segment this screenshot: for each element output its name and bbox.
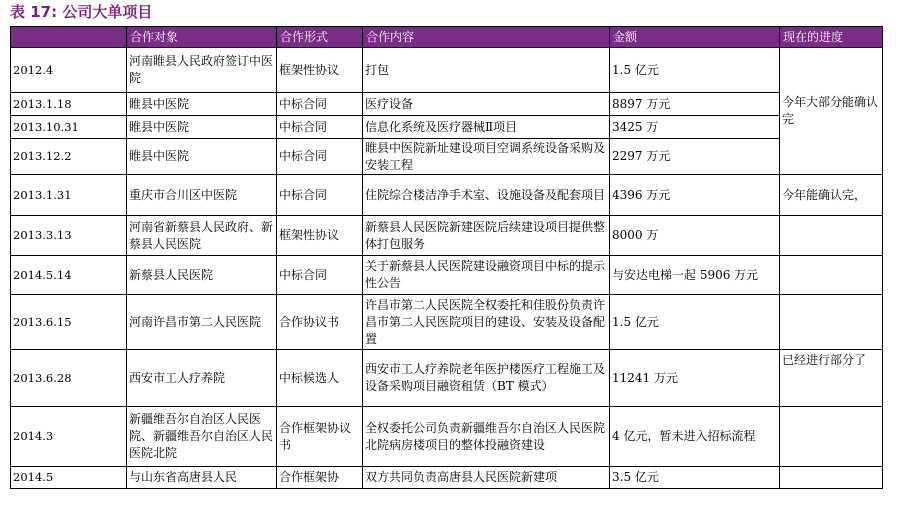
cell-date: 2013.10.31 bbox=[11, 116, 127, 139]
cell-amount: 2297 万元 bbox=[610, 139, 780, 175]
cell-progress: 今年能确认完， bbox=[780, 175, 883, 216]
cell-form: 框架性协议 bbox=[277, 216, 363, 256]
cell-date: 2014.5.14 bbox=[11, 256, 127, 295]
header-amount: 金额 bbox=[610, 27, 780, 48]
table-row bbox=[11, 48, 883, 93]
cell-amount: 11241 万元 bbox=[610, 350, 780, 407]
cell-form: 中标合同 bbox=[277, 256, 363, 295]
header-date bbox=[11, 27, 127, 48]
header-partner: 合作对象 bbox=[127, 27, 277, 48]
header-progress: 现在的进度 bbox=[780, 27, 883, 48]
cell-content: 医疗设备 bbox=[363, 93, 610, 116]
table-row bbox=[11, 216, 883, 256]
cell-content: 全权委托公司负责新疆维吾尔自治区人民医院北院病房楼项目的整体投融资建设 bbox=[363, 407, 610, 467]
cell-amount: 3425 万 bbox=[610, 116, 780, 139]
cell-date: 2014.3 bbox=[11, 407, 127, 467]
cell-progress: 已经进行部分了 bbox=[780, 350, 883, 407]
cell-partner: 河南省新蔡县人民政府、新蔡县人民医院 bbox=[127, 216, 277, 256]
table-row bbox=[11, 350, 883, 407]
cell-form: 中标合同 bbox=[277, 175, 363, 216]
table-row bbox=[11, 407, 883, 467]
cell-date: 2013.1.31 bbox=[11, 175, 127, 216]
cell-form: 中标候选人 bbox=[277, 350, 363, 407]
table-row bbox=[11, 256, 883, 295]
cell-partner: 睢县中医院 bbox=[127, 139, 277, 175]
cell-form: 中标合同 bbox=[277, 93, 363, 116]
cell-date: 2014.5 bbox=[11, 467, 127, 489]
cell-progress-empty bbox=[780, 256, 883, 295]
cell-partner: 新蔡县人民医院 bbox=[127, 256, 277, 295]
cell-form: 中标合同 bbox=[277, 139, 363, 175]
cell-partner: 河南许昌市第二人民医院 bbox=[127, 295, 277, 350]
cell-partner: 与山东省高唐县人民 bbox=[127, 467, 277, 489]
cell-partner: 睢县中医院 bbox=[127, 93, 277, 116]
table-row bbox=[11, 467, 883, 489]
table-row bbox=[11, 93, 883, 116]
cell-amount: 1.5 亿元 bbox=[610, 295, 780, 350]
cell-date: 2012.4 bbox=[11, 48, 127, 93]
cell-partner: 睢县中医院 bbox=[127, 116, 277, 139]
cell-partner: 西安市工人疗养院 bbox=[127, 350, 277, 407]
table-row bbox=[11, 175, 883, 216]
cell-form: 中标合同 bbox=[277, 116, 363, 139]
table-caption: 表 17: 公司大单项目 bbox=[10, 3, 153, 21]
cell-progress-empty bbox=[780, 295, 883, 350]
cell-amount: 4 亿元，暂未进入招标流程 bbox=[610, 407, 780, 467]
cell-content: 新蔡县人民医院新建医院后续建设项目提供整体打包服务 bbox=[363, 216, 610, 256]
cell-partner: 河南睢县人民政府签订中医院 bbox=[127, 48, 277, 93]
cell-amount: 3.5 亿元 bbox=[610, 467, 780, 489]
table-row bbox=[11, 139, 883, 175]
cell-progress-empty bbox=[780, 467, 883, 489]
cell-date: 2013.6.28 bbox=[11, 350, 127, 407]
cell-progress: 今年大部分能确认完 bbox=[780, 48, 883, 175]
header-row bbox=[11, 27, 883, 48]
cell-form: 合作框架协 bbox=[277, 467, 363, 489]
cell-progress-empty bbox=[780, 407, 883, 467]
cell-content: 睢县中医院新址建设项目空调系统设备采购及安装工程 bbox=[363, 139, 610, 175]
cell-date: 2013.3.13 bbox=[11, 216, 127, 256]
cell-form: 框架性协议 bbox=[277, 48, 363, 93]
cell-amount: 1.5 亿元 bbox=[610, 48, 780, 93]
cell-amount: 8000 万 bbox=[610, 216, 780, 256]
cell-progress-empty bbox=[780, 216, 883, 256]
cell-content: 西安市工人疗养院老年医护楼医疗工程施工及设备采购项目融资租赁（BT 模式） bbox=[363, 350, 610, 407]
big-projects-table bbox=[10, 26, 883, 489]
cell-amount: 8897 万元 bbox=[610, 93, 780, 116]
cell-content: 双方共同负责高唐县人民医院新建项 bbox=[363, 467, 610, 489]
header-form: 合作形式 bbox=[277, 27, 363, 48]
cell-partner: 新疆维吾尔自治区人民医院、新疆维吾尔自治区人民医院北院 bbox=[127, 407, 277, 467]
cell-form: 合作框架协议书 bbox=[277, 407, 363, 467]
cell-content: 打包 bbox=[363, 48, 610, 93]
cell-date: 2013.1.18 bbox=[11, 93, 127, 116]
cell-partner: 重庆市合川区中医院 bbox=[127, 175, 277, 216]
cell-date: 2013.6.15 bbox=[11, 295, 127, 350]
cell-date: 2013.12.2 bbox=[11, 139, 127, 175]
cell-amount: 与安达电梯一起 5906 万元 bbox=[610, 256, 780, 295]
cell-content: 住院综合楼洁净手术室、设施设备及配套项目 bbox=[363, 175, 610, 216]
header-content: 合作内容 bbox=[363, 27, 610, 48]
cell-form: 合作协议书 bbox=[277, 295, 363, 350]
table-row bbox=[11, 116, 883, 139]
cell-content: 信息化系统及医疗器械Ⅱ项目 bbox=[363, 116, 610, 139]
table-row bbox=[11, 295, 883, 350]
cell-content: 许昌市第二人民医院全权委托和佳股份负责许昌市第二人民医院项目的建设、安装及设备配置 bbox=[363, 295, 610, 350]
cell-amount: 4396 万元 bbox=[610, 175, 780, 216]
cell-content: 关于新蔡县人民医院建设融资项目中标的提示性公告 bbox=[363, 256, 610, 295]
